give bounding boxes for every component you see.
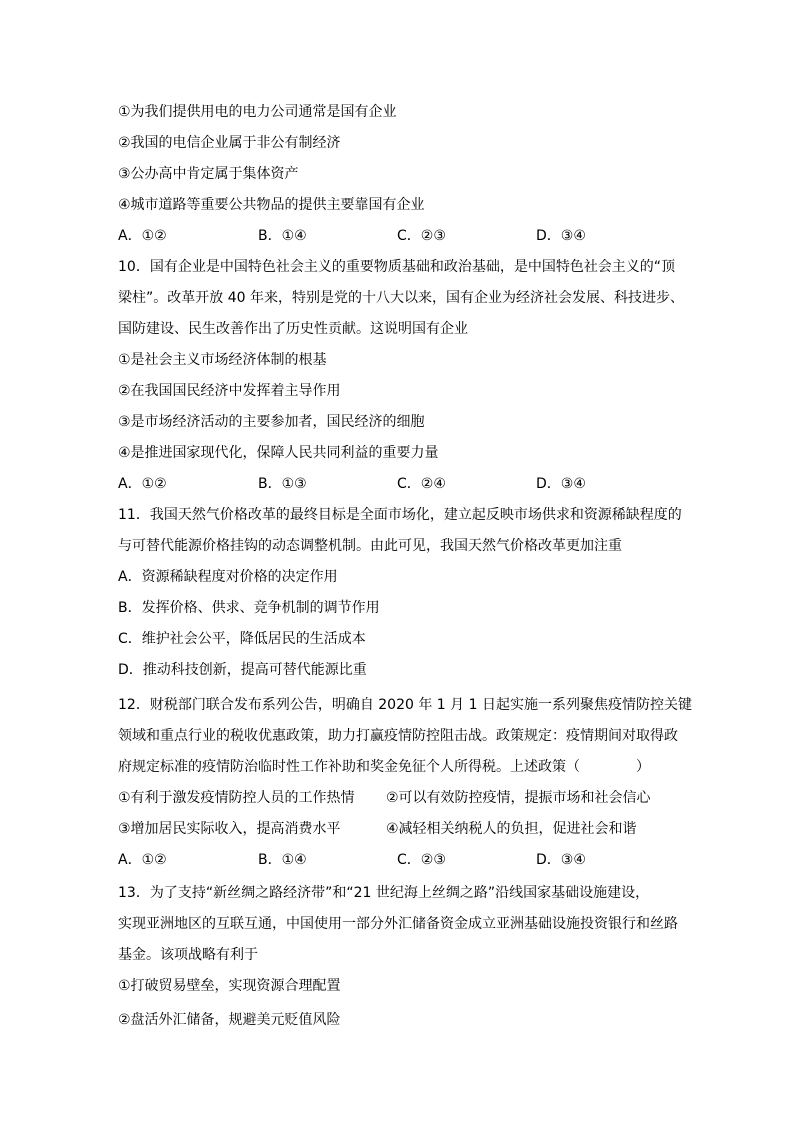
q12-stem-line-3: 府规定标准的疫情防治临时性工作补助和奖金免征个人所得税。上述政策（ ） (118, 759, 650, 775)
q11-option-c[interactable]: C．维护社会公平，降低居民的生活成本 (118, 631, 366, 647)
q10-stem-line-2: 梁柱”。改革开放 40 年来，特别是党的十八大以来，国有企业为经济社会发展、科技进步、 (118, 290, 684, 306)
q12-option-a[interactable]: A．①② (118, 852, 167, 868)
q10-stem-line-1: 10．国有企业是中国特色社会主义的重要物质基础和政治基础，是中国特色社会主义的“顶 (118, 259, 676, 275)
q11-stem-line-1: 11．我国天然气价格改革的最终目标是全面市场化，建立起反映市场供求和资源稀缺程度的 (118, 507, 682, 523)
q13-item-2: ②盘活外汇储备，规避美元贬值风险 (118, 1012, 341, 1028)
q10-item-2: ②在我国国民经济中发挥着主导作用 (118, 383, 341, 399)
q11-option-b[interactable]: B．发挥价格、供求、竞争机制的调节作用 (118, 600, 380, 616)
q12-item-1: ①有利于激发疫情防控人员的工作热情 (118, 790, 355, 806)
q9-option-a[interactable]: A．①② (118, 228, 167, 244)
q10-option-b[interactable]: B．①③ (258, 476, 307, 492)
q11-option-a[interactable]: A．资源稀缺程度对价格的决定作用 (118, 569, 338, 585)
q12-stem-line-2: 领域和重点行业的税收优惠政策，助力打赢疫情防控阻击战。政策规定：疫情期间对取得政 (118, 728, 678, 744)
q12-stem-line-1: 12．财税部门联合发布系列公告，明确自 2020 年 1 月 1 日起实施一系列聚焦疫情防控关键 (118, 697, 692, 713)
q9-option-c[interactable]: C．②③ (397, 228, 446, 244)
q9-option-b[interactable]: B．①④ (258, 228, 307, 244)
q10-option-c[interactable]: C．②④ (397, 476, 446, 492)
q10-option-a[interactable]: A．①② (118, 476, 167, 492)
q12-option-d[interactable]: D．③④ (536, 852, 586, 868)
q12-option-b[interactable]: B．①④ (258, 852, 307, 868)
q10-item-1: ①是社会主义市场经济体制的根基 (118, 352, 327, 368)
q13-stem-line-1: 13．为了支持“新丝绸之路经济带”和“21 世纪海上丝绸之路”沿线国家基础设施建设， (118, 885, 650, 901)
q11-option-d[interactable]: D．推动科技创新，提高可替代能源比重 (118, 662, 367, 678)
q13-item-1: ①打破贸易壁垒，实现资源合理配置 (118, 978, 341, 994)
q10-item-4: ④是推进国家现代化，保障人民共同利益的重要力量 (118, 445, 439, 461)
q13-stem-line-3: 基金。该项战略有利于 (118, 947, 258, 963)
q9-item-4: ④城市道路等重要公共物品的提供主要靠国有企业 (118, 197, 425, 213)
q10-item-3: ③是市场经济活动的主要参加者，国民经济的细胞 (118, 414, 425, 430)
q9-item-2: ②我国的电信企业属于非公有制经济 (118, 135, 341, 151)
q12-item-3: ③增加居民实际收入，提高消费水平 (118, 821, 341, 837)
q12-option-c[interactable]: C．②③ (397, 852, 446, 868)
q12-item-2: ②可以有效防控疫情，提振市场和社会信心 (386, 790, 651, 806)
q12-item-4: ④减轻相关纳税人的负担，促进社会和谐 (386, 821, 637, 837)
q11-stem-line-2: 与可替代能源价格挂钩的动态调整机制。由此可见，我国天然气价格改革更加注重 (118, 538, 622, 554)
q10-stem-line-3: 国防建设、民生改善作出了历史性贡献。这说明国有企业 (118, 321, 468, 337)
q9-item-3: ③公办高中肯定属于集体资产 (118, 166, 299, 182)
q9-option-d[interactable]: D．③④ (536, 228, 586, 244)
q10-option-d[interactable]: D．③④ (536, 476, 586, 492)
q9-item-1: ①为我们提供用电的电力公司通常是国有企业 (118, 104, 397, 120)
q13-stem-line-2: 实现亚洲地区的互联互通，中国使用一部分外汇储备资金成立亚洲基础设施投资银行和丝路 (118, 916, 678, 932)
